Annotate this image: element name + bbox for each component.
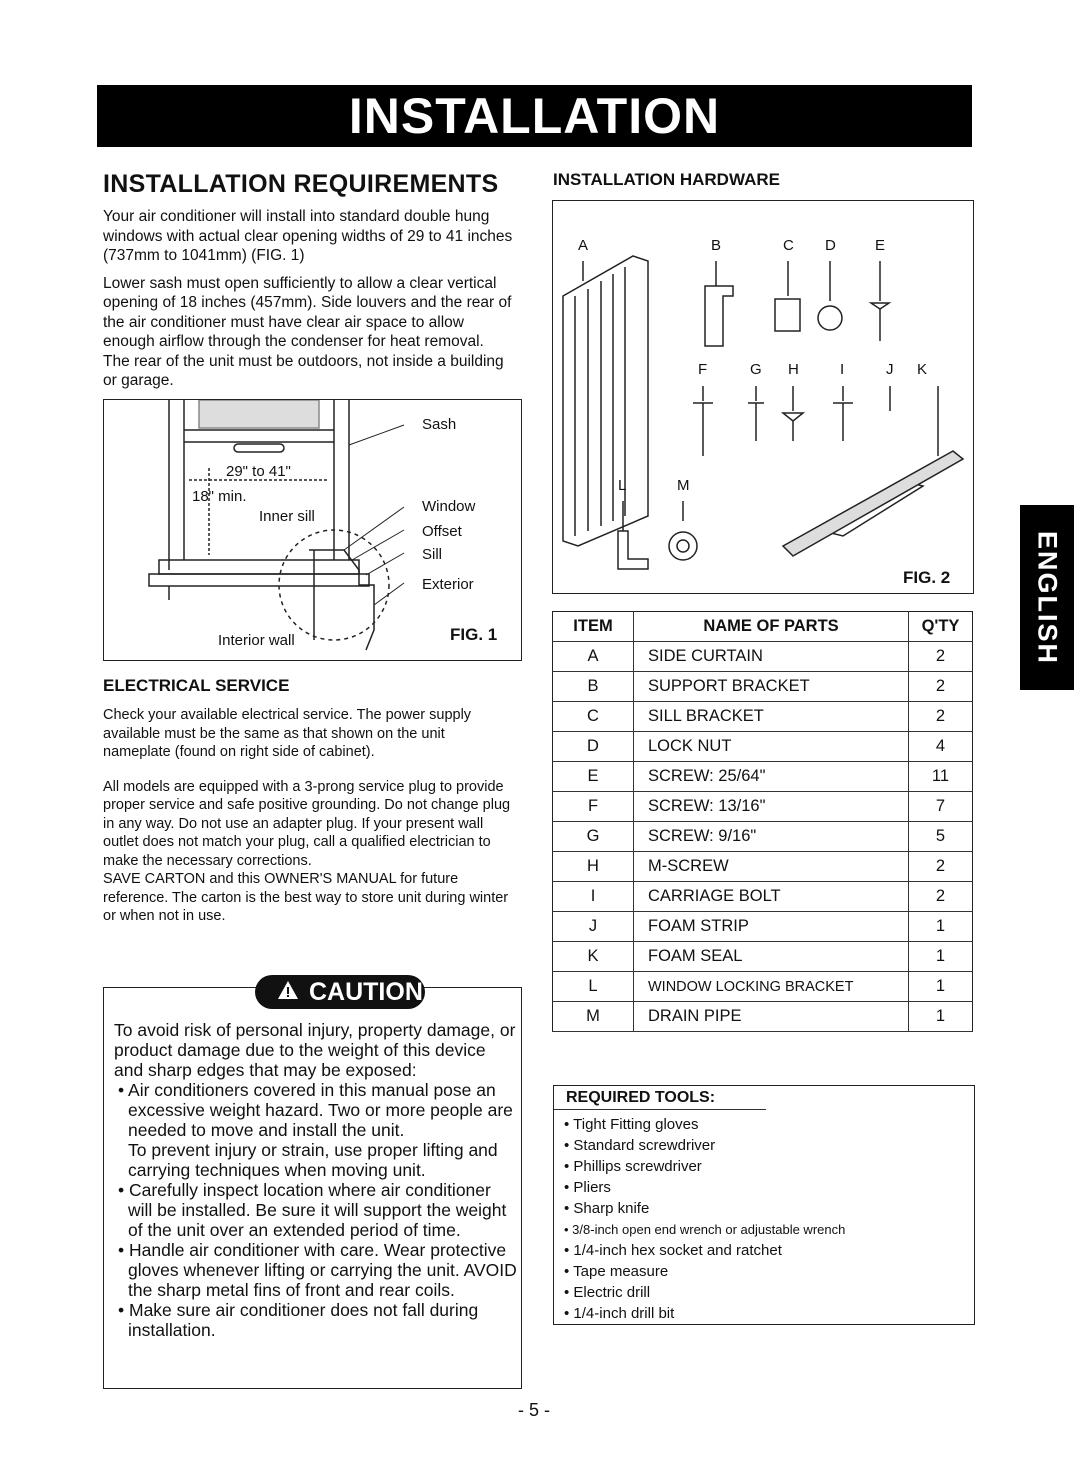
requirements-p1: Your air conditioner will install into standard double hung windows with actual clear opening widths of 29 to 41 inches (737mm to 1041mm) (FIG. 1) xyxy=(103,208,513,264)
hw-letter-a: A xyxy=(578,237,589,254)
caution-badge xyxy=(255,975,425,1009)
interior-wall-label: Interior wall xyxy=(218,632,295,649)
table-row xyxy=(553,912,973,942)
window-label: Window xyxy=(422,498,476,515)
qty-cell: 1 xyxy=(909,912,973,942)
fig1-box xyxy=(103,399,522,661)
hw-letter-d: D xyxy=(825,237,836,254)
item-cell: F xyxy=(553,792,634,822)
name-cell: DRAIN PIPE xyxy=(634,1002,909,1032)
qty-cell: 2 xyxy=(909,852,973,882)
list-item: • Phillips screwdriver xyxy=(564,1158,702,1175)
requirements-text xyxy=(103,207,513,399)
warning-icon xyxy=(277,975,299,1009)
hw-letter-f: F xyxy=(698,361,708,378)
fig1-label: FIG. 1 xyxy=(450,625,498,644)
hardware-diagram xyxy=(553,201,973,593)
electrical-text xyxy=(103,706,516,934)
table-row xyxy=(553,972,973,1002)
name-cell: LOCK NUT xyxy=(634,732,909,762)
list-item: • Pliers xyxy=(564,1179,611,1196)
name-cell: M-SCREW xyxy=(634,852,909,882)
qty-cell: 2 xyxy=(909,882,973,912)
exterior-label: Exterior xyxy=(422,576,474,593)
item-cell: H xyxy=(553,852,634,882)
table-row xyxy=(553,672,973,702)
name-cell: SCREW: 25/64" xyxy=(634,762,909,792)
name-cell: CARRIAGE BOLT xyxy=(634,882,909,912)
item-cell: A xyxy=(553,642,634,672)
qty-cell: 7 xyxy=(909,792,973,822)
hw-letter-h: H xyxy=(788,361,799,378)
qty-cell: 2 xyxy=(909,672,973,702)
hw-letter-m: M xyxy=(677,477,690,494)
required-tools-list xyxy=(554,1114,974,1324)
list-item: • 1/4-inch drill bit xyxy=(564,1305,675,1322)
col-header-name: NAME OF PARTS xyxy=(634,612,909,642)
list-item: • Electric drill xyxy=(564,1284,651,1301)
caution-bullet-3: • Handle air conditioner with care. Wear protective gloves whenever lifting or carrying the unit. AVOID the sharp metal fins of front and rear coils. xyxy=(118,1240,517,1300)
page-number: - 5 - xyxy=(518,1400,551,1420)
table-row xyxy=(553,642,973,672)
electrical-p2: All models are equipped with a 3-prong service plug to provide proper service and safe positive grounding. Do not change plug in any way. Do not use an adapter plug. If your present wall outlet does not match your plug, call a qualified electrician to make the necessary corrections. xyxy=(103,778,511,869)
hw-letter-b: B xyxy=(711,237,722,254)
qty-cell: 2 xyxy=(909,642,973,672)
hw-letter-e: E xyxy=(875,237,886,254)
electrical-p3: SAVE CARTON and this OWNER'S MANUAL for future reference. The carton is the best way to store unit during winter or when not in use. xyxy=(103,871,509,924)
required-tools-box xyxy=(553,1085,975,1325)
hw-letter-k: K xyxy=(917,361,928,378)
name-cell: SILL BRACKET xyxy=(634,702,909,732)
inner-sill-label: Inner sill xyxy=(259,508,315,525)
fig2-box xyxy=(552,200,974,594)
item-cell: D xyxy=(553,732,634,762)
sill-label: Sill xyxy=(422,546,443,563)
caution-intro: To avoid risk of personal injury, property damage, or product damage due to the weight of this device and sharp edges that may be exposed: xyxy=(114,1020,516,1080)
col-header-qty: Q'TY xyxy=(909,612,973,642)
list-item: • Sharp knife xyxy=(564,1200,650,1217)
name-cell: WINDOW LOCKING BRACKET xyxy=(634,972,909,1002)
item-cell: E xyxy=(553,762,634,792)
table-row xyxy=(553,822,973,852)
name-cell: SCREW: 13/16" xyxy=(634,792,909,822)
name-cell: SUPPORT BRACKET xyxy=(634,672,909,702)
requirements-heading: INSTALLATION REQUIREMENTS xyxy=(103,170,499,198)
height-label: 18" min. xyxy=(192,488,247,505)
list-item: • Tape measure xyxy=(564,1263,669,1280)
list-item: • 3/8-inch open end wrench or adjustable wrench xyxy=(564,1222,846,1237)
table-row xyxy=(553,882,973,912)
item-cell: M xyxy=(553,1002,634,1032)
table-row xyxy=(553,1002,973,1032)
item-cell: G xyxy=(553,822,634,852)
width-label: 29" to 41" xyxy=(226,463,291,480)
name-cell: SIDE CURTAIN xyxy=(634,642,909,672)
name-cell: SCREW: 9/16" xyxy=(634,822,909,852)
item-cell: I xyxy=(553,882,634,912)
hw-letter-c: C xyxy=(783,237,794,254)
qty-cell: 1 xyxy=(909,1002,973,1032)
hw-letter-j: J xyxy=(886,361,894,378)
parts-table xyxy=(552,611,973,1032)
hw-letter-l: L xyxy=(618,477,627,494)
hardware-heading: INSTALLATION HARDWARE xyxy=(553,170,780,189)
caution-title: CAUTION xyxy=(309,978,423,1006)
electrical-heading: ELECTRICAL SERVICE xyxy=(103,676,290,695)
table-row xyxy=(553,852,973,882)
table-row xyxy=(553,732,973,762)
qty-cell: 4 xyxy=(909,732,973,762)
name-cell: FOAM STRIP xyxy=(634,912,909,942)
item-cell: C xyxy=(553,702,634,732)
caution-bullet-4: • Make sure air conditioner does not fall during installation. xyxy=(118,1300,479,1340)
list-item: • Standard screwdriver xyxy=(564,1137,716,1154)
electrical-p1: Check your available electrical service. The power supply available must be the same as that shown on the unit nameplate (found on right side of cabinet). xyxy=(103,707,472,760)
list-item: • 1/4-inch hex socket and ratchet xyxy=(564,1242,782,1259)
language-tab-label: ENGLISH xyxy=(1032,530,1063,665)
offset-label: Offset xyxy=(422,523,462,540)
qty-cell: 5 xyxy=(909,822,973,852)
item-cell: B xyxy=(553,672,634,702)
language-tab xyxy=(1020,505,1074,690)
hw-letter-i: I xyxy=(840,361,845,378)
parts-table-body xyxy=(553,642,973,1032)
hw-letter-g: G xyxy=(750,361,762,378)
list-item: • Tight Fitting gloves xyxy=(564,1116,699,1133)
table-row xyxy=(553,942,973,972)
caution-bullet-1b: To prevent injury or strain, use proper lifting and carrying techniques when moving unit. xyxy=(128,1140,498,1180)
table-header-row xyxy=(553,612,973,642)
caution-bullet-1: • Air conditioners covered in this manual pose an excessive weight hazard. Two or more people are needed to move and install the unit. xyxy=(118,1080,513,1140)
caution-bullet-2: • Carefully inspect location where air conditioner will be installed. Be sure it will support the weight of the unit over an extended period of time. xyxy=(118,1180,507,1240)
section-banner: INSTALLATION xyxy=(97,85,972,147)
qty-cell: 2 xyxy=(909,702,973,732)
col-header-item: ITEM xyxy=(553,612,634,642)
required-tools-title: REQUIRED TOOLS: xyxy=(554,1086,766,1110)
requirements-p2: Lower sash must open sufficiently to allow a clear vertical opening of 18 inches (457mm). Side louvers and the rear of the air conditioner must have clear air space to allow enough airflow through the condenser for heat removal. The rear of the unit must be outdoors, not inside a building or garage. xyxy=(103,274,512,389)
table-row xyxy=(553,762,973,792)
item-cell: J xyxy=(553,912,634,942)
table-row xyxy=(553,702,973,732)
qty-cell: 11 xyxy=(909,762,973,792)
table-row xyxy=(553,792,973,822)
fig2-label: FIG. 2 xyxy=(903,568,951,587)
caution-text xyxy=(114,1020,519,1340)
item-cell: L xyxy=(553,972,634,1002)
qty-cell: 1 xyxy=(909,972,973,1002)
qty-cell: 1 xyxy=(909,942,973,972)
sash-label: Sash xyxy=(422,416,457,433)
item-cell: K xyxy=(553,942,634,972)
name-cell: FOAM SEAL xyxy=(634,942,909,972)
